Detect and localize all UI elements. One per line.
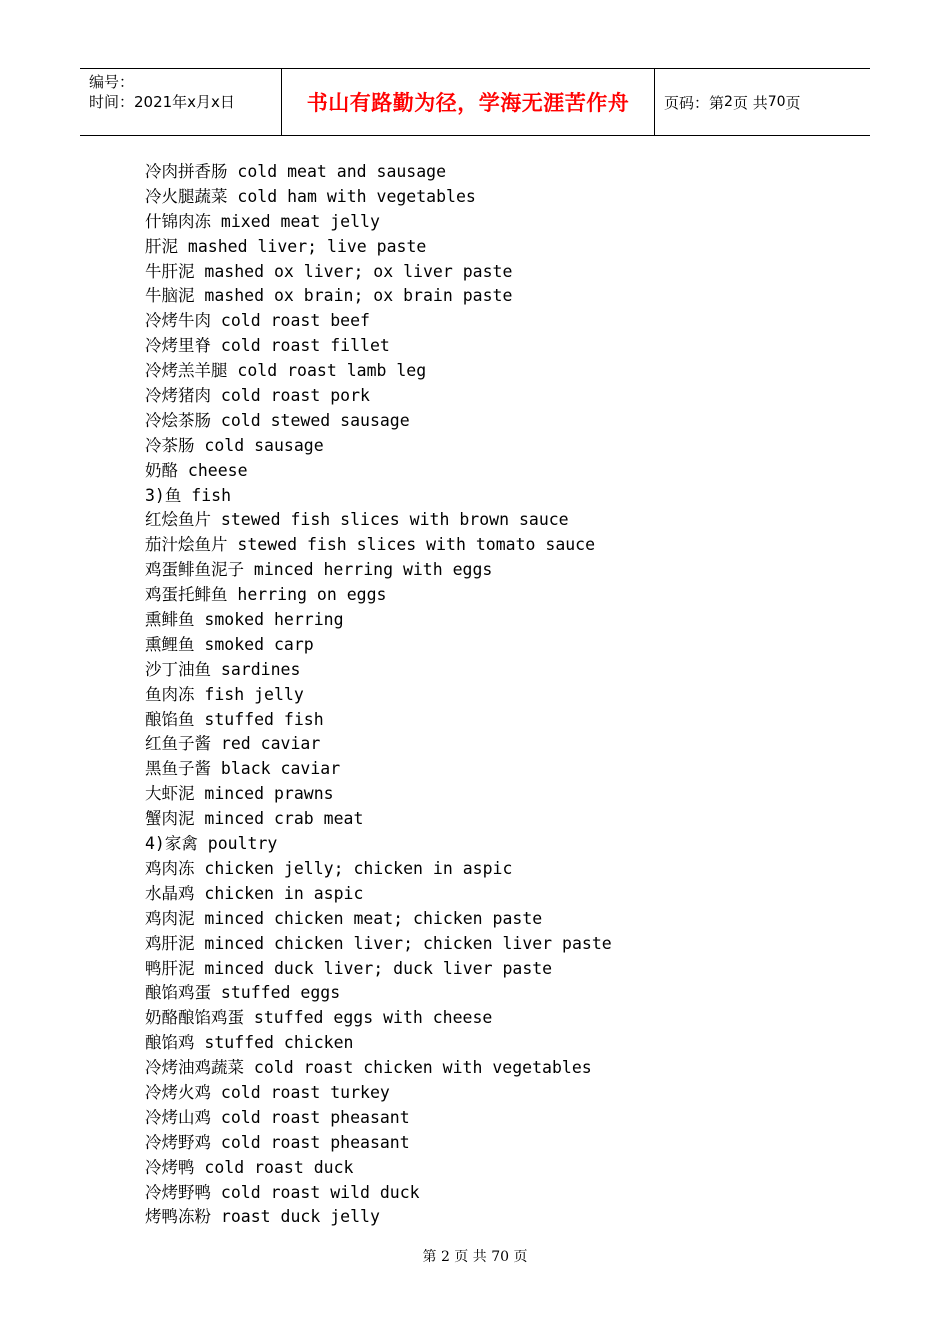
glossary-entry: 牛脑泥 mashed ox brain; ox brain paste — [145, 286, 513, 306]
glossary-entry: 鸭肝泥 minced duck liver; duck liver paste — [145, 958, 553, 978]
glossary-entry: 鸡肉泥 minced chicken meat; chicken paste — [145, 908, 543, 928]
glossary-entry: 冷烤野鸭 cold roast wild duck — [145, 1182, 420, 1202]
page-total: 70 — [767, 94, 786, 110]
glossary-entry: 奶酪酿馅鸡蛋 stuffed eggs with cheese — [145, 1008, 493, 1028]
date-line: 时间：2021年x月x日 — [89, 93, 235, 111]
glossary-entry: 蟹肉泥 minced crab meat — [145, 809, 364, 829]
glossary-entry: 冷火腿蔬菜 cold ham with vegetables — [145, 186, 476, 206]
header-meta — [80, 69, 282, 135]
glossary-entry: 熏鲱鱼 smoked herring — [145, 610, 344, 630]
glossary-entry: 沙丁油鱼 sardines — [145, 659, 301, 679]
glossary-entry: 冷烤猪肉 cold roast pork — [145, 386, 370, 406]
page-label-suffix: 页 — [785, 93, 801, 112]
glossary-entry: 大虾泥 minced prawns — [145, 784, 334, 804]
page-label-prefix: 页码：第 — [664, 93, 725, 112]
glossary-entry: 冷烤羔羊腿 cold roast lamb leg — [145, 361, 427, 381]
glossary-entry: 烤鸭冻粉 roast duck jelly — [145, 1207, 380, 1227]
glossary-entry: 酿馅鸡 stuffed chicken — [145, 1033, 354, 1053]
glossary-entry: 3)鱼 fish — [145, 485, 232, 505]
glossary-entry: 冷肉拼香肠 cold meat and sausage — [145, 162, 447, 181]
glossary-entry: 肝泥 mashed liver; live paste — [145, 236, 427, 256]
glossary-entry: 鸡肝泥 minced chicken liver; chicken liver paste — [145, 933, 612, 953]
header-page-info — [655, 69, 870, 135]
page-footer: 第 2 页 共 70 页 — [422, 1249, 528, 1265]
glossary-entry: 鸡蛋鲱鱼泥子 minced herring with eggs — [145, 560, 493, 580]
glossary-entry: 鸡肉冻 chicken jelly; chicken in aspic — [145, 858, 513, 878]
glossary-entry: 茄汁烩鱼片 stewed fish slices with tomato sauce — [145, 535, 596, 555]
glossary-entry: 黑鱼子酱 black caviar — [145, 759, 341, 779]
glossary-list — [145, 160, 845, 1230]
glossary-entry: 冷烩茶肠 cold stewed sausage — [145, 410, 410, 430]
glossary-entry: 冷烤鸭 cold roast duck — [145, 1157, 354, 1177]
page-label-middle: 页 共 — [732, 93, 768, 112]
glossary-entry: 鱼肉冻 fish jelly — [145, 684, 304, 704]
glossary-entry: 熏鲤鱼 smoked carp — [145, 634, 314, 654]
glossary-entry: 冷烤油鸡蔬菜 cold roast chicken with vegetables — [145, 1058, 592, 1078]
glossary-entry: 酿馅鱼 stuffed fish — [145, 709, 324, 729]
glossary-entry: 冷烤里脊 cold roast fillet — [145, 336, 390, 356]
glossary-entry: 什锦肉冻 mixed meat jelly — [145, 211, 380, 231]
glossary-entry: 4)家禽 poultry — [145, 834, 278, 854]
page-header — [80, 68, 870, 136]
glossary-entry: 牛肝泥 mashed ox liver; ox liver paste — [145, 261, 513, 281]
glossary-entry: 冷茶肠 cold sausage — [145, 435, 324, 455]
glossary-entry: 奶酪 cheese — [145, 460, 248, 480]
glossary-entry: 冷烤野鸡 cold roast pheasant — [145, 1132, 410, 1152]
glossary-entry: 冷烤山鸡 cold roast pheasant — [145, 1107, 410, 1127]
doc-number-label: 编号： — [89, 73, 135, 91]
glossary-entry: 红鱼子酱 red caviar — [145, 734, 321, 754]
glossary-entry: 冷烤火鸡 cold roast turkey — [145, 1082, 390, 1102]
glossary-entry: 鸡蛋托鲱鱼 herring on eggs — [145, 585, 387, 605]
glossary-entry: 酿馅鸡蛋 stuffed eggs — [145, 983, 341, 1003]
header-motto: 书山有路勤为径，学海无涯苦作舟 — [282, 69, 655, 135]
glossary-entry: 冷烤牛肉 cold roast beef — [145, 311, 370, 331]
glossary-entry: 红烩鱼片 stewed fish slices with brown sauce — [145, 510, 569, 530]
page-current: 2 — [724, 94, 733, 110]
glossary-entry: 水晶鸡 chicken in aspic — [145, 883, 364, 903]
